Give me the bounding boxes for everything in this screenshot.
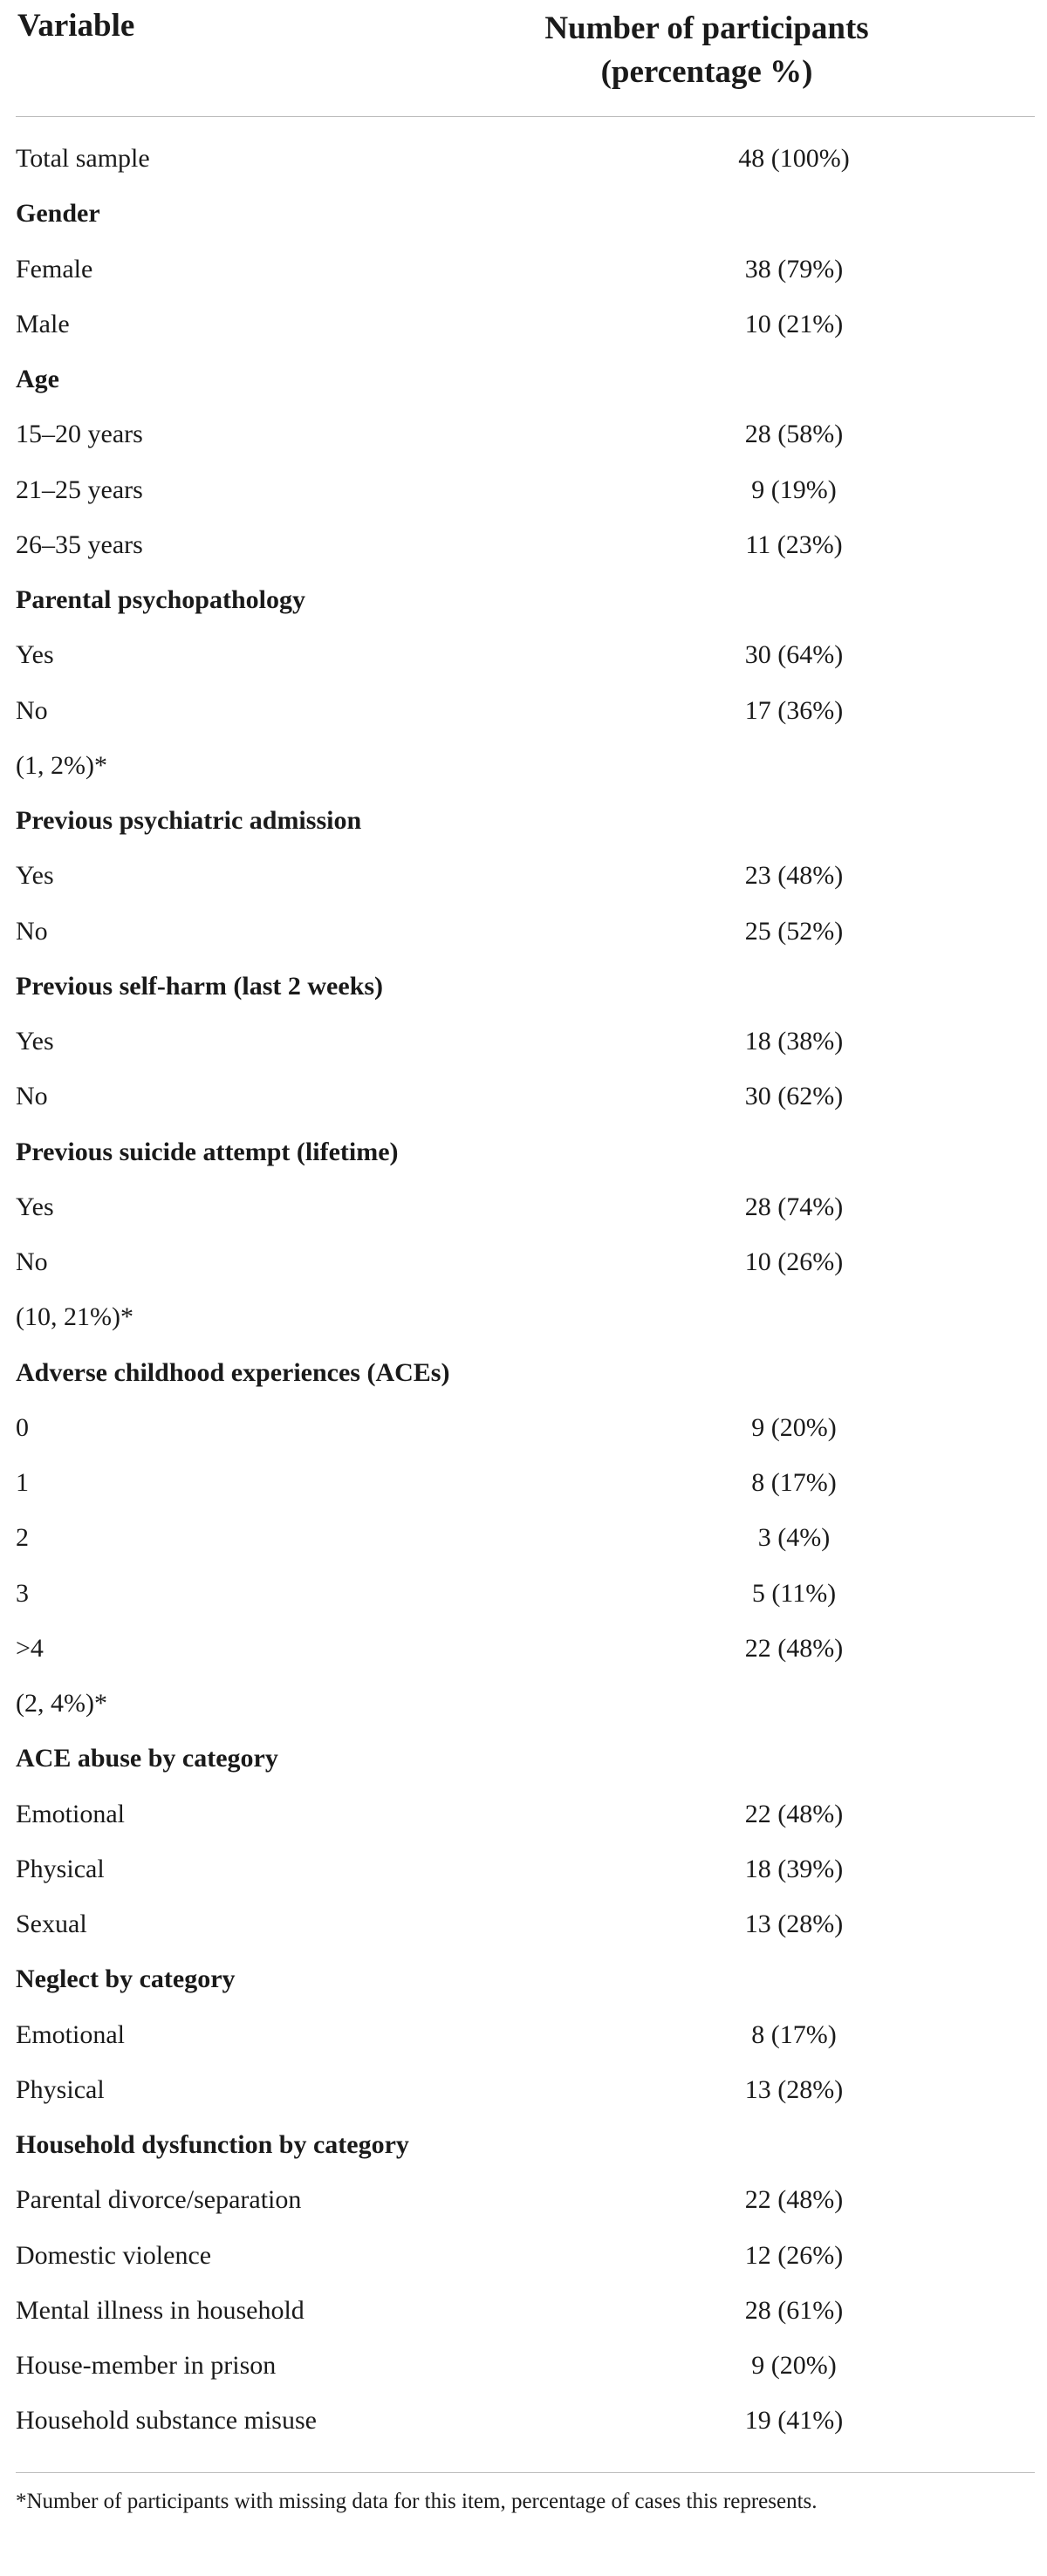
- section-header-row: [0, 358, 1047, 413]
- row-label: 15–20 years: [16, 420, 143, 449]
- table-row: [0, 1461, 1047, 1516]
- row-label: Female: [16, 254, 93, 284]
- header-number-line2: (percentage %): [600, 54, 813, 90]
- section-label: Age: [16, 365, 59, 393]
- header-number-line1: Number of participants: [544, 10, 869, 46]
- table-row: [0, 1295, 1047, 1350]
- footer-divider: [16, 2472, 1035, 2473]
- row-label: No: [16, 695, 48, 725]
- row-value: 9 (19%): [751, 475, 837, 504]
- row-value: 22 (48%): [744, 1633, 844, 1663]
- section-label: Parental psychopathology: [16, 585, 305, 614]
- row-value: 22 (48%): [744, 1799, 844, 1828]
- row-value: 12 (26%): [744, 2240, 844, 2270]
- row-label: Male: [16, 309, 70, 338]
- table-row: [0, 910, 1047, 965]
- section-header-row: [0, 1351, 1047, 1406]
- row-label: >4: [16, 1633, 44, 1663]
- section-header-row: [0, 2123, 1047, 2178]
- section-header-row: [0, 1737, 1047, 1792]
- row-label: 1: [16, 1468, 29, 1497]
- row-value: 13 (28%): [744, 2074, 844, 2104]
- row-value: 18 (38%): [744, 1027, 844, 1056]
- section-label: Neglect by category: [16, 1964, 236, 1994]
- table-row: [0, 1903, 1047, 1958]
- row-value: 10 (21%): [744, 309, 844, 338]
- table-row: [0, 1186, 1047, 1240]
- table-row: [0, 1406, 1047, 1461]
- row-value: 38 (79%): [744, 254, 844, 284]
- row-value: 23 (48%): [744, 861, 844, 891]
- row-label: (1, 2%)*: [16, 750, 107, 780]
- table-row: [0, 1682, 1047, 1737]
- row-label: Yes: [16, 1027, 54, 1056]
- table-row: [0, 1516, 1047, 1571]
- row-value: 5 (11%): [751, 1578, 837, 1608]
- table-row: [0, 413, 1047, 468]
- table-row: [0, 1848, 1047, 1903]
- row-label: Emotional: [16, 1799, 125, 1828]
- table-row: [0, 2234, 1047, 2289]
- section-header-row: [0, 1958, 1047, 2012]
- table-row: [0, 468, 1047, 523]
- row-value: 30 (62%): [744, 1082, 844, 1111]
- table-row: [0, 1627, 1047, 1682]
- table-row: [0, 2178, 1047, 2233]
- row-label: (2, 4%)*: [16, 1689, 107, 1718]
- section-header-row: [0, 578, 1047, 633]
- row-value: 48 (100%): [738, 144, 850, 173]
- row-value: 22 (48%): [744, 2185, 844, 2215]
- table-row: [0, 1240, 1047, 1295]
- header-variable: Variable: [17, 8, 135, 44]
- row-label: Domestic violence: [16, 2240, 212, 2270]
- row-value: 28 (74%): [744, 1192, 844, 1221]
- table-row: [0, 2399, 1047, 2454]
- row-label: Yes: [16, 640, 54, 670]
- table-row: [0, 2344, 1047, 2399]
- table-row: [0, 137, 1047, 192]
- header-divider: [16, 116, 1035, 117]
- table-row: [0, 248, 1047, 303]
- row-value: 17 (36%): [744, 695, 844, 725]
- row-value: 13 (28%): [744, 1910, 844, 1938]
- row-label: (10, 21%)*: [16, 1302, 133, 1332]
- row-label: Mental illness in household: [16, 2295, 305, 2325]
- table-body: [0, 137, 1047, 2455]
- table-footnote: *Number of participants with missing data for this item, percentage of cases this represents.: [16, 2490, 818, 2513]
- row-label: 2: [16, 1523, 29, 1553]
- table-row: [0, 2013, 1047, 2068]
- row-label: 3: [16, 1578, 29, 1608]
- row-value: 28 (58%): [744, 420, 844, 449]
- table-row: [0, 2289, 1047, 2344]
- row-label: 0: [16, 1412, 29, 1442]
- row-label: Physical: [16, 1854, 105, 1883]
- row-label: No: [16, 1082, 48, 1111]
- row-value: 28 (61%): [744, 2295, 844, 2325]
- row-label: 21–25 years: [16, 475, 143, 504]
- table-header: [0, 0, 1047, 117]
- row-label: Physical: [16, 2074, 105, 2104]
- row-label: 26–35 years: [16, 530, 143, 559]
- table-row: [0, 689, 1047, 744]
- row-label: No: [16, 1247, 48, 1276]
- row-value: 25 (52%): [744, 916, 844, 946]
- row-label: Parental divorce/separation: [16, 2185, 302, 2215]
- section-label: ACE abuse by category: [16, 1744, 278, 1773]
- row-label: Total sample: [16, 144, 150, 173]
- section-label: Gender: [16, 199, 100, 229]
- row-value: 8 (17%): [751, 2019, 837, 2049]
- row-value: 3 (4%): [757, 1523, 831, 1553]
- section-label: Previous self-harm (last 2 weeks): [16, 971, 384, 1001]
- table-row: [0, 854, 1047, 909]
- section-label: Previous suicide attempt (lifetime): [16, 1137, 399, 1166]
- row-label: Household substance misuse: [16, 2406, 317, 2436]
- row-value: 18 (39%): [744, 1854, 844, 1883]
- table-row: [0, 1793, 1047, 1848]
- section-header-row: [0, 1131, 1047, 1186]
- section-header-row: [0, 192, 1047, 247]
- row-value: 11 (23%): [745, 530, 843, 559]
- row-label: Emotional: [16, 2019, 125, 2049]
- section-header-row: [0, 965, 1047, 1020]
- row-value: 9 (20%): [751, 1412, 837, 1442]
- row-value: 19 (41%): [744, 2406, 844, 2436]
- table-row: [0, 1075, 1047, 1130]
- table-row: [0, 744, 1047, 799]
- row-label: No: [16, 916, 48, 946]
- table-row: [0, 633, 1047, 688]
- row-value: 9 (20%): [751, 2351, 837, 2380]
- table-row: [0, 523, 1047, 578]
- section-label: Previous psychiatric admission: [16, 806, 362, 835]
- row-label: House-member in prison: [16, 2351, 277, 2380]
- row-value: 10 (26%): [744, 1247, 844, 1276]
- section-header-row: [0, 799, 1047, 854]
- header-number-of-participants: [524, 7, 890, 94]
- row-label: Yes: [16, 1192, 54, 1221]
- table-row: [0, 2068, 1047, 2123]
- row-value: 8 (17%): [751, 1468, 837, 1497]
- row-value: 30 (64%): [744, 640, 844, 670]
- section-label: Adverse childhood experiences (ACEs): [16, 1357, 450, 1387]
- row-label: Yes: [16, 861, 54, 891]
- table-row: [0, 303, 1047, 358]
- table-row: [0, 1572, 1047, 1627]
- section-label: Household dysfunction by category: [16, 2130, 409, 2159]
- table-row: [0, 1020, 1047, 1075]
- row-label: Sexual: [16, 1910, 87, 1938]
